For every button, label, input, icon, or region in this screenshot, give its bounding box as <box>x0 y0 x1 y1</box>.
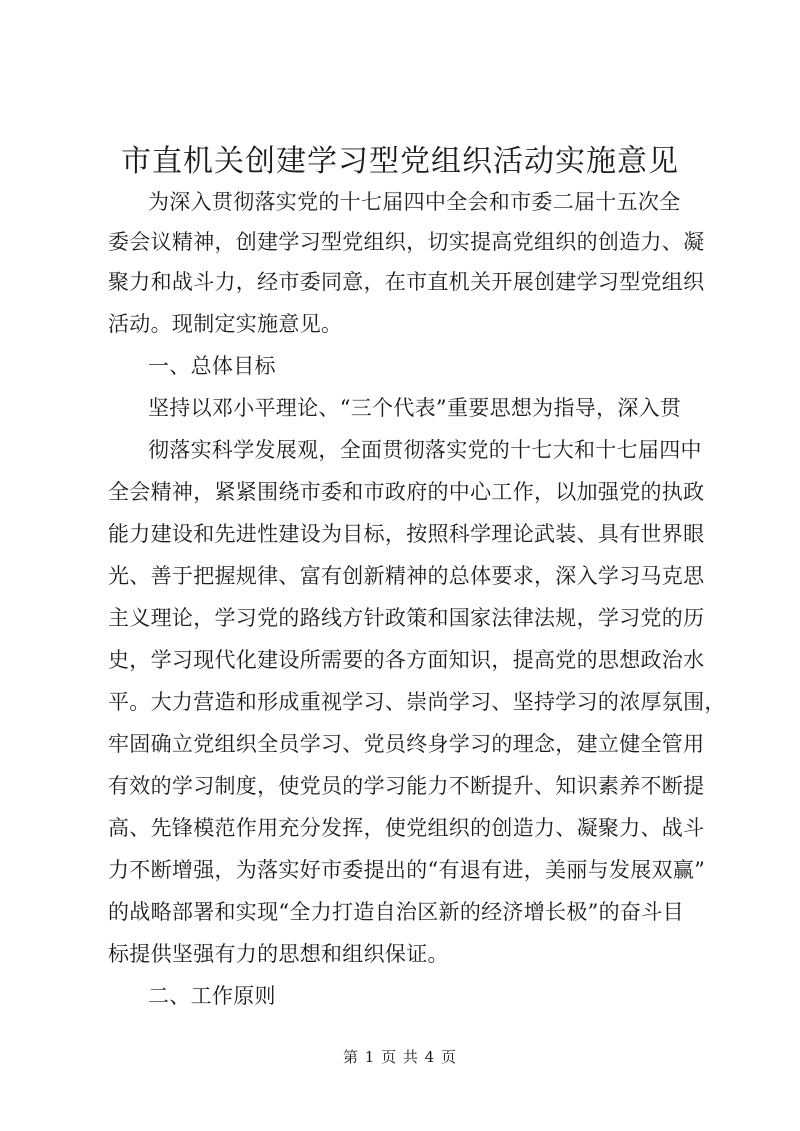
body-line: 的战略部署和实现“全力打造自治区新的经济增长极”的奋斗目 <box>108 900 684 924</box>
body-line: 有效的学习制度，使党员的学习能力不断提升、知识素养不断提 <box>108 774 705 798</box>
body-line: 彻落实科学发展观，全面贯彻落实党的十七大和十七届四中 <box>148 438 702 462</box>
section-heading: 二、工作原则 <box>148 984 276 1008</box>
body-line: 坚持以邓小平理论、“三个代表”重要思想为指导，深入贯 <box>148 396 682 420</box>
body-line: 高、先锋模范作用充分发挥，使党组织的创造力、凝聚力、战斗 <box>108 816 705 840</box>
body-line: 活动。现制定实施意见。 <box>108 312 343 336</box>
body-line: 平。大力营造和形成重视学习、崇尚学习、坚持学习的浓厚氛围， <box>108 690 726 714</box>
body-line: 能力建设和先进性建设为目标，按照科学理论武装、具有世界眼 <box>108 522 705 546</box>
section-heading: 一、总体目标 <box>148 354 276 378</box>
body-line: 力不断增强，为落实好市委提出的“有退有进，美丽与发展双赢” <box>108 858 706 882</box>
body-line: 委会议精神，创建学习型党组织，切实提高党组织的创造力、凝 <box>108 230 705 254</box>
document-title: 市直机关创建学习型党组织活动实施意见 <box>121 144 679 179</box>
body-line: 全会精神，紧紧围绕市委和市政府的中心工作，以加强党的执政 <box>108 480 705 504</box>
body-line: 标提供坚强有力的思想和组织保证。 <box>108 942 449 966</box>
body-line: 史，学习现代化建设所需要的各方面知识，提高党的思想政治水 <box>108 648 705 672</box>
page-footer: 第 1 页 共 4 页 <box>343 1048 457 1066</box>
body-line: 聚力和战斗力，经市委同意，在市直机关开展创建学习型党组织 <box>108 270 705 294</box>
body-line: 光、善于把握规律、富有创新精神的总体要求，深入学习马克思 <box>108 564 705 588</box>
body-line: 牢固确立党组织全员学习、党员终身学习的理念，建立健全管用 <box>108 732 705 756</box>
body-line: 为深入贯彻落实党的十七届四中全会和市委二届十五次全 <box>148 190 681 214</box>
body-line: 主义理论，学习党的路线方针政策和国家法律法规，学习党的历 <box>108 606 705 630</box>
